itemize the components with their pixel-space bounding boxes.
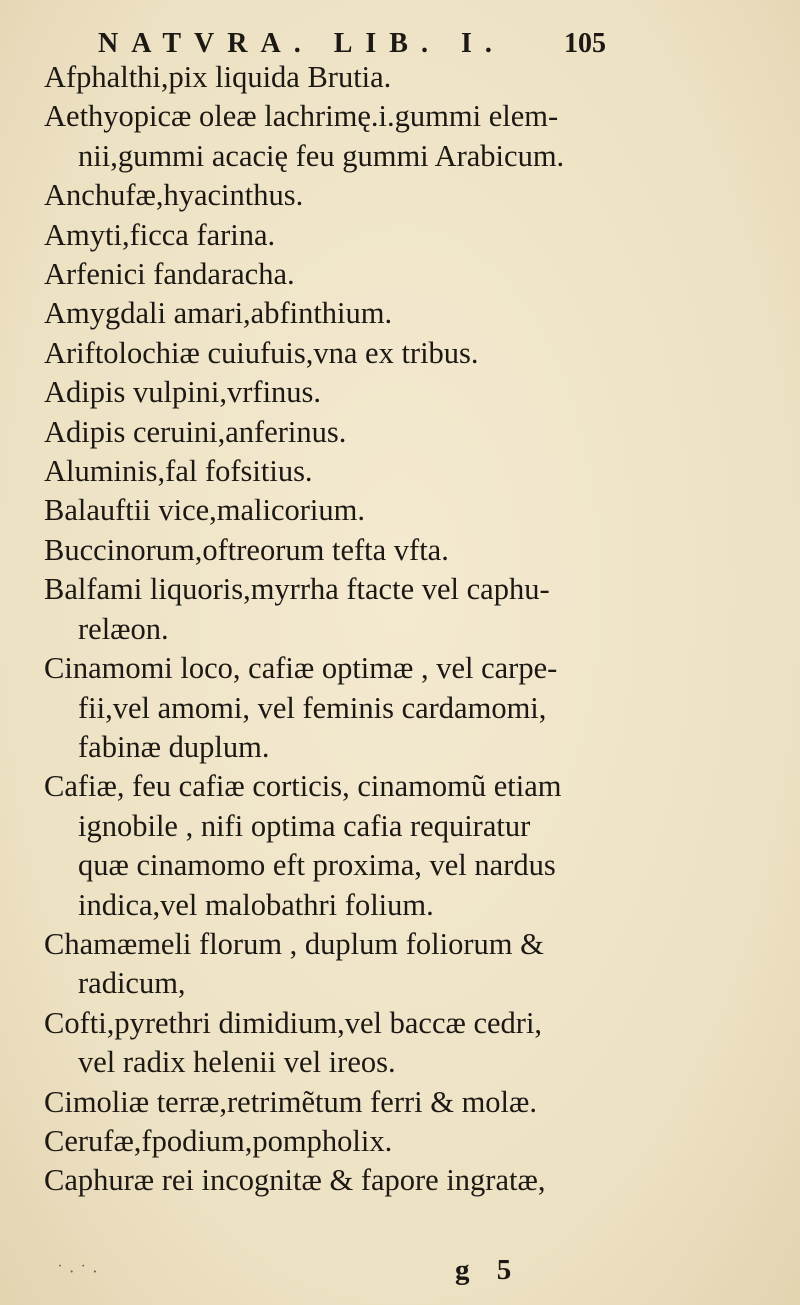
entry-line: Amyti,ficca farina. bbox=[44, 217, 276, 252]
entry bbox=[44, 649, 780, 767]
page-footer bbox=[0, 1248, 800, 1298]
entry-continuation: indica,vel malobathri folium. bbox=[78, 887, 434, 922]
entry bbox=[44, 1161, 780, 1200]
entry-continuation: fii,vel amomi, vel feminis cardamomi, bbox=[78, 690, 547, 725]
entry-continuation: nii,gummi acacię feu gummi Arabicum. bbox=[78, 138, 565, 173]
entry-continuation: vel radix helenii vel ireos. bbox=[78, 1045, 396, 1080]
page-number: 105 bbox=[564, 28, 606, 59]
entry bbox=[44, 1122, 780, 1161]
entry-line: Adipis vulpini,vrfinus. bbox=[44, 375, 322, 410]
entry-line: Anchufæ,hyacinthus. bbox=[44, 178, 304, 213]
entry bbox=[44, 925, 780, 1004]
entry-line: Balfami liquoris,myrrha ftacte vel caphu- bbox=[44, 572, 550, 607]
entry bbox=[44, 1083, 780, 1122]
entry-line: Amygdali amari,abfinthium. bbox=[44, 296, 393, 331]
entry bbox=[44, 97, 780, 176]
entry-continuation: fabinæ duplum. bbox=[78, 729, 270, 764]
entry bbox=[44, 294, 780, 333]
entry-line: Afphalthi,pix liquida Brutia. bbox=[44, 60, 392, 94]
entry-continuation: quæ cinamomo eft proxima, vel nardus bbox=[78, 848, 556, 883]
entry bbox=[44, 767, 780, 925]
entry-line: Cafiæ, feu cafiæ corticis, cinamomũ etiam bbox=[44, 769, 562, 804]
entry-line: Ariftolochiæ cuiufuis,vna ex tribus. bbox=[44, 335, 479, 370]
entry-continuation: radicum, bbox=[78, 966, 186, 1001]
entry bbox=[44, 373, 780, 412]
entry bbox=[44, 58, 780, 97]
entry bbox=[44, 570, 780, 649]
entry bbox=[44, 176, 780, 215]
entry-line: Aluminis,fal fofsitius. bbox=[44, 454, 313, 489]
entry-line: Cofti,pyrethri dimidium,vel baccæ cedri, bbox=[44, 1005, 543, 1040]
running-head-title: NATVRA. LIB. I. bbox=[98, 28, 505, 59]
running-head bbox=[0, 14, 800, 60]
entry bbox=[44, 255, 780, 294]
entry-line: Adipis ceruini,anferinus. bbox=[44, 414, 347, 449]
entry-line: Cimoliæ terræ,retrimẽtum ferri & molæ. bbox=[44, 1084, 538, 1119]
entry-line: Caphuræ rei incognitæ & fapore ingratæ, bbox=[44, 1163, 546, 1198]
entry bbox=[44, 452, 780, 491]
entry-line: Arfenici fandaracha. bbox=[44, 257, 295, 292]
entry bbox=[44, 531, 780, 570]
entry bbox=[44, 1004, 780, 1083]
entry bbox=[44, 334, 780, 373]
entry-line: Cinamomi loco, cafiæ optimæ , vel carpe- bbox=[44, 651, 558, 686]
entry bbox=[44, 413, 780, 452]
entry-line: Buccinorum,oftreorum tefta vfta. bbox=[44, 532, 449, 567]
signature-mark: g 5 bbox=[455, 1254, 522, 1286]
entry-continuation: ignobile , nifi optima cafia requiratur bbox=[78, 808, 531, 843]
text-block bbox=[44, 58, 780, 1201]
entry bbox=[44, 216, 780, 255]
entry-line: Chamæmeli florum , duplum foliorum & bbox=[44, 926, 544, 961]
entry-line: Cerufæ,fpodium,pompholix. bbox=[44, 1123, 393, 1158]
entry-line: Balauftii vice,malicorium. bbox=[44, 493, 365, 528]
entry-continuation: relæon. bbox=[78, 611, 169, 646]
entry bbox=[44, 491, 780, 530]
entry-line: Aethyopicæ oleæ lachrimę.i.gummi elem- bbox=[44, 99, 559, 134]
ink-specks: ˙ · ˙ · bbox=[56, 1262, 98, 1281]
